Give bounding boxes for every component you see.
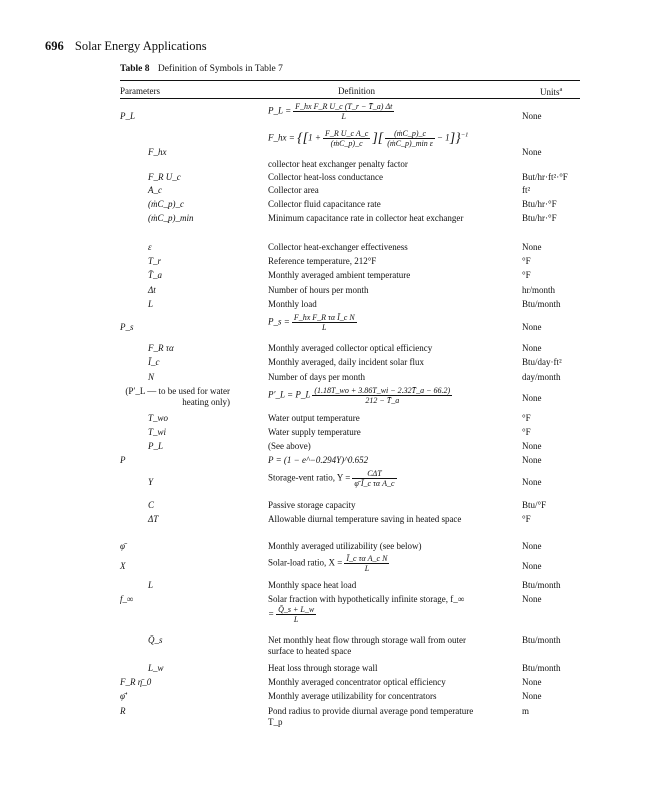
param-symbol: f_∞ — [120, 594, 134, 604]
col-header-parameters: Parameters — [120, 86, 160, 96]
table-row — [120, 441, 580, 452]
param-subsymbol: T_wo — [148, 413, 169, 423]
units-value: None — [522, 677, 542, 687]
param-subsymbol: T̄_a — [148, 270, 163, 280]
param-subsymbol: Δt — [148, 285, 156, 295]
formula-fhx: F_hx = {[1 + $\frac{\text{F\_R U\_c A\_c}}{\text{(ṁC\_p)\_c}}$ ][ $\frac{\text{(ṁC\_p)\_c}}{\text{(ṁC\_p)\_min ε}}$ − 1]}$^{-1}$ — [268, 129, 469, 148]
table-row — [120, 500, 580, 511]
table-row — [120, 469, 580, 497]
units-value: °F — [522, 270, 531, 280]
formula-pl: P_L = $\frac{\text{F\_hx F\_R U\_c (T\_r − T̄\_a) Δt}}{L}$ — [268, 102, 393, 121]
param-subsymbol: P_L — [148, 441, 164, 451]
table-row — [120, 386, 580, 410]
formula-finf: = $\frac{Q̄\_s + L\_w}{L}$ — [268, 605, 315, 624]
units-value: None — [522, 242, 542, 252]
table-row — [120, 256, 580, 267]
formula-y: Storage-vent ratio, Y = $\frac{\text{CΔT}}{\text{φ̄ Ī\_c τα A\_c}}$ — [268, 469, 395, 488]
param-symbol: P_L — [120, 111, 136, 121]
units-value: Btu/month — [522, 663, 561, 673]
units-value: None — [522, 477, 542, 487]
page-number: 696 — [45, 39, 64, 53]
table-row — [120, 172, 580, 183]
table-row — [120, 706, 580, 728]
param-subsymbol: T_wi — [148, 427, 167, 437]
param-symbol: (P′_L — to be used for water heating only) — [125, 386, 230, 407]
units-value: hr/month — [522, 285, 555, 295]
definition-text: Net monthly heat flow through storage wall from outer surface to heated space — [268, 635, 466, 656]
units-value: But/hr·ft²·°F — [522, 172, 568, 182]
definition-text: Allowable diurnal temperature saving in heated space — [268, 514, 462, 524]
param-symbol: F_R η̄_0 — [120, 677, 152, 687]
page-header — [45, 39, 207, 54]
col-header-definition: Definition — [338, 86, 375, 96]
definition-text: Number of days per month — [268, 372, 365, 382]
table-row — [120, 285, 580, 296]
table-row — [120, 185, 580, 196]
units-value: °F — [522, 413, 531, 423]
param-subsymbol: F_R τα — [148, 343, 174, 353]
param-subsymbol: C — [148, 500, 155, 510]
param-subsymbol: ε — [148, 242, 152, 252]
table-row — [120, 554, 580, 578]
table-row — [120, 102, 580, 128]
definition-text: Monthly averaged collector optical efficiency — [268, 343, 433, 353]
definition-text: (See above) — [268, 441, 311, 451]
definition-text: collector heat exchanger penalty factor — [268, 159, 408, 169]
param-subsymbol: L — [148, 299, 154, 309]
definition-text: Monthly averaged concentrator optical efficiency — [268, 677, 446, 687]
definition-text: Monthly averaged ambient temperature — [268, 270, 411, 280]
table-row — [120, 129, 580, 171]
units-value: day/month — [522, 372, 561, 382]
definition-text: Monthly averaged, daily incident solar flux — [268, 357, 424, 367]
param-subsymbol: A_c — [148, 185, 162, 195]
table-row — [120, 677, 580, 688]
definition-text: Collector area — [268, 185, 319, 195]
param-subsymbol: L_w — [148, 663, 164, 673]
formula-x: Solar-load ratio, X = $\frac{\text{Ī\_c τα A\_c N}}{L}$ — [268, 554, 388, 573]
param-subsymbol: L — [148, 580, 154, 590]
table-row — [120, 372, 580, 383]
param-subsymbol: T_r — [148, 256, 162, 266]
units-footnote-marker: a — [559, 86, 563, 93]
table-row — [120, 427, 580, 438]
units-value: None — [522, 594, 542, 604]
units-value: None — [522, 561, 542, 571]
param-subsymbol: (ṁC_p)_min — [148, 213, 194, 223]
param-subsymbol: Ī_c — [148, 357, 160, 367]
units-value: Btu/°F — [522, 500, 547, 510]
table-row — [120, 213, 580, 235]
definition-text: Monthly average utilizability for concentrators — [268, 691, 437, 701]
table-row — [120, 242, 580, 253]
table-row — [120, 580, 580, 591]
table-title: Definition of Symbols in Table 7 — [157, 64, 283, 74]
definition-text: Heat loss through storage wall — [268, 663, 378, 673]
units-value: Btu/month — [522, 580, 561, 590]
table-row — [120, 343, 580, 354]
table-row — [120, 455, 580, 466]
definition-text: Collector heat-loss conductance — [268, 172, 383, 182]
formula-pl-water: P′_L = P_L $\frac{(1.18T\_wo + 3.86T\_wi - 2.32T̄\_a - 66.2)}{212 - T̄\_a}$ — [268, 386, 451, 405]
param-subsymbol: N — [148, 372, 155, 382]
units-value: °F — [522, 256, 531, 266]
param-subsymbol: Q̄_s — [148, 635, 163, 645]
definition-text: Minimum capacitance rate in collector heat exchanger — [268, 213, 464, 223]
table-row — [120, 199, 580, 210]
param-subsymbol: (ṁC_p)_c — [148, 199, 184, 209]
definition-text: Monthly space heat load — [268, 580, 357, 590]
table-row — [120, 299, 580, 310]
table-caption — [120, 64, 283, 74]
param-symbol: X — [120, 561, 126, 571]
param-symbol: R — [120, 706, 126, 716]
units-value: None — [522, 147, 542, 157]
units-value: Btu/month — [522, 299, 561, 309]
units-value: None — [522, 322, 542, 332]
units-value: None — [522, 691, 542, 701]
definition-text: Pond radius to provide diurnal average pond temperature T_p — [268, 706, 474, 727]
units-value: Btu/hr·°F — [522, 199, 557, 209]
units-value: None — [522, 343, 542, 353]
definition-text: Water output temperature — [268, 413, 360, 423]
units-value: Btu/day·ft² — [522, 357, 562, 367]
table-label: Table 8 — [120, 64, 150, 74]
table-row — [120, 594, 580, 630]
param-symbol: φ̄ — [120, 541, 125, 551]
definition-text: Collector fluid capacitance rate — [268, 199, 381, 209]
table-row — [120, 541, 580, 552]
units-value: None — [522, 455, 542, 465]
definition-text: Number of hours per month — [268, 285, 369, 295]
table-header-rule — [120, 98, 580, 99]
formula-p: P = (1 − e^−0.294Y)^0.652 — [268, 455, 369, 465]
param-symbol: φ̄′ — [120, 691, 127, 701]
formula-ps: P_s = $\frac{\text{F\_hx F\_R τα Ī\_c N}}{L}$ — [268, 313, 355, 332]
units-value: ft² — [522, 185, 531, 195]
table-row — [120, 313, 580, 339]
col-header-units: Units$^a$ — [540, 86, 563, 97]
param-symbol: P_s — [120, 322, 134, 332]
definition-text: Solar fraction with hypothetically infinite storage, f_∞ — [268, 594, 465, 604]
definition-text: Monthly averaged utilizability (see below) — [268, 541, 422, 551]
units-value: Btu/month — [522, 635, 561, 645]
table-top-rule — [120, 80, 580, 81]
table-row — [120, 514, 580, 536]
units-value: Btu/hr·°F — [522, 213, 557, 223]
units-value: None — [522, 111, 542, 121]
units-value: None — [522, 541, 542, 551]
definition-text: Collector heat-exchanger effectiveness — [268, 242, 408, 252]
definition-text: Reference temperature, 212°F — [268, 256, 377, 266]
table-row — [120, 413, 580, 424]
table-row — [120, 663, 580, 674]
definition-text: Water supply temperature — [268, 427, 361, 437]
book-title: Solar Energy Applications — [74, 39, 207, 53]
definition-text: Monthly load — [268, 299, 317, 309]
table-row — [120, 691, 580, 702]
table-row — [120, 357, 580, 368]
param-subsymbol: ΔT — [148, 514, 159, 524]
param-subsymbol: Y — [148, 477, 154, 487]
param-subsymbol: F_hx — [148, 147, 167, 157]
units-value: °F — [522, 514, 531, 524]
units-value: °F — [522, 427, 531, 437]
units-value: m — [522, 706, 530, 716]
units-value: None — [522, 393, 542, 403]
param-symbol: P — [120, 455, 126, 465]
table-row — [120, 635, 580, 657]
param-subsymbol: F_R U_c — [148, 172, 181, 182]
table-row — [120, 270, 580, 281]
units-value: None — [522, 441, 542, 451]
definition-text: Passive storage capacity — [268, 500, 356, 510]
